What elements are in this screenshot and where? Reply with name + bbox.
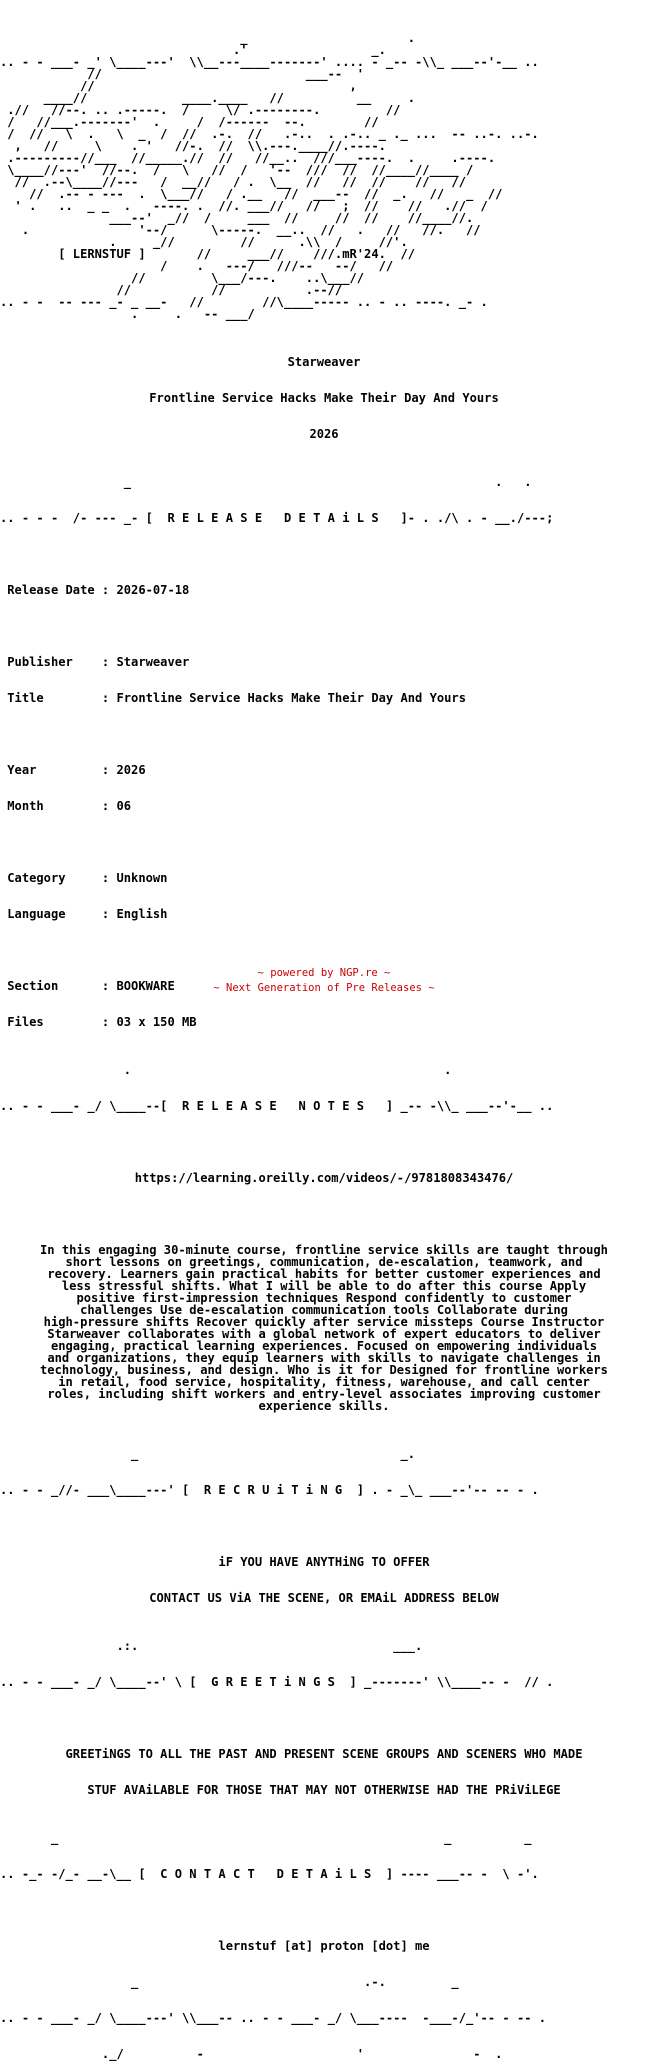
header-publisher: Starweaver — [287, 355, 361, 369]
contact-email: lernstuf [at] proton [dot] me — [218, 1939, 430, 1953]
logo-art-row: .' _. — [0, 43, 496, 57]
release-notes-line: short lessons on greetings, communication, de-escalation, teamwork, and — [65, 1255, 583, 1269]
logo-art-row: // .-- - --- . \___// / .__ // ___-- // _. // _ // — [0, 187, 503, 201]
closing-rule-bottom: ._/ - ' - . — [0, 2047, 503, 2061]
recruiting-rule: .. - - _//- ___\____---' [ R E C R U i T i N G ] . - _\_ ___--'-- -- - . — [0, 1483, 539, 1497]
release-notes-line: technology, business, and design. Who is it for Designed for frontline workers — [40, 1363, 608, 1377]
blank-line — [0, 1208, 648, 1220]
contact-rule: .. -_- -/_- __-\__ [ C O N T A C T D E T A i L S ] ---- ___-- - \ -'. — [0, 1867, 539, 1881]
month-row: Month : 06 — [0, 799, 132, 813]
logo-art-row: // ___-- ' — [0, 67, 510, 81]
blank-line — [0, 548, 648, 560]
logo-art-row: . _// // .\\ / //'. — [0, 235, 408, 249]
logo-art-row: _ . — [0, 31, 488, 45]
year-row: Year : 2026 — [0, 763, 146, 777]
blank-line — [0, 728, 648, 740]
title-row: Title : Frontline Service Hacks Make Their Day And Yours — [0, 691, 466, 705]
blank-line — [0, 1904, 648, 1916]
release-notes-paragraph — [0, 1244, 648, 1412]
blank-line — [0, 1712, 648, 1724]
logo-art-row: // .--\____//--- / __// / . \__ // // // // // — [0, 175, 466, 189]
logo-art-row: \____//---' //--. / \ // / '-- /// // //____//____ / — [0, 163, 474, 177]
blank-line — [0, 836, 648, 848]
release-details-rule-top: _ . . — [0, 475, 532, 489]
release-notes-line: engaging, practical learning experiences. Focused on empowering individuals — [50, 1339, 598, 1353]
release-notes-line: in retail, food service, hospitality, fitness, warehouse, and call center — [58, 1375, 590, 1389]
section-row: Section : BOOKWARE — [0, 979, 175, 993]
closing-rule: .. - - ___- _/ \____---' \\___-- .. - - ___- _/ \___---- -___-/_'-- - -- . — [0, 2011, 547, 2025]
logo-art-row: . '--/ \-----. __.. // . // //. // — [0, 223, 481, 237]
header-title: Frontline Service Hacks Make Their Day And Yours — [149, 391, 499, 405]
release-notes-line: positive first-impression techniques Respond confidently to customer — [76, 1291, 572, 1305]
blank-line — [0, 620, 648, 632]
logo-art-row: ___--' _// / ___ // // // //____//. — [0, 211, 474, 225]
contact-rule-top: _ _ _ — [0, 1831, 532, 1845]
logo-art-row: .. - - ___- _' \____---' \\__---____-------' .... - _-- -\\_ ___--'-__ .. — [0, 55, 539, 69]
category-row: Category : Unknown — [0, 871, 168, 885]
logo-art-row: / . ---/ ///-- --/ // — [0, 259, 394, 273]
recruiting-line-1: iF YOU HAVE ANYTHiNG TO OFFER — [218, 1555, 430, 1569]
greetings-rule: .. - - ___- _/ \____--' \ [ G R E E T i N G S ] _-------' \\____-- - // . — [0, 1675, 554, 1689]
release-notes-line: In this engaging 30-minute course, frontline service skills are taught through — [40, 1243, 608, 1257]
greetings-line-2: STUF AVAiLABLE FOR THOSE THAT MAY NOT OTHERWISE HAD THE PRiViLEGE — [87, 1783, 561, 1797]
release-notes-line: challenges Use de-escalation communication tools Collaborate during — [80, 1303, 568, 1317]
release-notes-line: high-pressure shifts Recover quickly after service missteps Course Instructor — [43, 1315, 605, 1329]
release-notes-line: roles, including shift workers and entry-level associates improving customer — [47, 1387, 601, 1401]
footer-powered-by: ~ powered by NGP.re ~ — [257, 967, 391, 979]
logo-art-row: .. - - -- --- _- _ __- // //\____----- .. - .. ----. _- . — [0, 295, 488, 309]
logo-art-row: // // .--// — [0, 283, 343, 297]
nfo-document — [0, 8, 648, 2072]
logo-art-row: , // \ . ' //-. // \\.---.____//.----. — [0, 139, 430, 153]
logo-art-row: // \___/---. ..\___// — [0, 271, 365, 285]
blank-line — [0, 1136, 648, 1148]
release-date-row: Release Date : 2026-07-18 — [0, 583, 190, 597]
logo-art-row: // , — [0, 79, 517, 93]
release-notes-line: less stressful shifts. What I will be able to do after this course Apply — [61, 1279, 587, 1293]
greetings-rule-top: .:. ___. — [0, 1639, 423, 1653]
release-notes-rule-top: . . — [0, 1063, 452, 1077]
logo-art-row: .---------//___ //_____.// // //__.. ///___----. . .----. — [0, 151, 496, 165]
release-notes-rule: .. - - ___- _/ \____--[ R E L E A S E N O T E S ] _-- -\\_ ___--'-__ .. — [0, 1099, 554, 1113]
blank-line — [0, 944, 648, 956]
footer — [0, 966, 648, 996]
logo-art-row: .// //--. .. .-----. / \/ .--------. // — [0, 103, 481, 117]
files-row: Files : 03 x 150 MB — [0, 1015, 197, 1029]
language-row: Language : English — [0, 907, 168, 921]
release-notes-line: and organizations, they equip learners with skills to navigate challenges in — [47, 1351, 601, 1365]
closing-rule-top: _ .-. _ — [0, 1975, 459, 1989]
recruiting-line-2: CONTACT US ViA THE SCENE, OR EMAiL ADDRESS BELOW — [149, 1591, 499, 1605]
publisher-row: Publisher : Starweaver — [0, 655, 190, 669]
logo-art-row: ____// ____.____ // __ . — [0, 91, 525, 105]
footer-tagline: ~ Next Generation of Pre Releases ~ — [213, 982, 435, 994]
release-url: https://learning.oreilly.com/videos/-/9781808343476/ — [134, 1171, 514, 1185]
release-details-rule: .. - - - /- --- _- [ R E L E A S E D E T A i L S ]- . ./\ . - __./---; — [0, 511, 554, 525]
ascii-logo-art — [0, 32, 648, 320]
release-notes-line: Starweaver collaborates with a global network of expert educators to deliver — [47, 1327, 601, 1341]
header-year: 2026 — [309, 427, 339, 441]
logo-art-row: [ LERNSTUF ] // ___// ///.mR'24. // — [0, 247, 416, 261]
blank-line — [0, 1520, 648, 1532]
recruiting-rule-top: _ _. — [0, 1447, 416, 1461]
release-notes-line: recovery. Learners gain practical habits for better customer experiences and — [47, 1267, 601, 1281]
logo-art-row: . . -- ___/ — [0, 307, 423, 321]
release-notes-line: experience skills. — [258, 1399, 390, 1413]
greetings-line-1: GREETiNGS TO ALL THE PAST AND PRESENT SCENE GROUPS AND SCENERS WHO MADE — [65, 1747, 583, 1761]
logo-art-row: / // \ . \ _ / // .-. // .-.. . .-.. _ ._ ... -- ..-. ..-. — [0, 127, 539, 141]
logo-art-row: / //___.-------' . / /------ --. // — [0, 115, 474, 129]
logo-art-row: ' . .. _ _ . ----. . //. ___// // ; // // .// / — [0, 199, 488, 213]
